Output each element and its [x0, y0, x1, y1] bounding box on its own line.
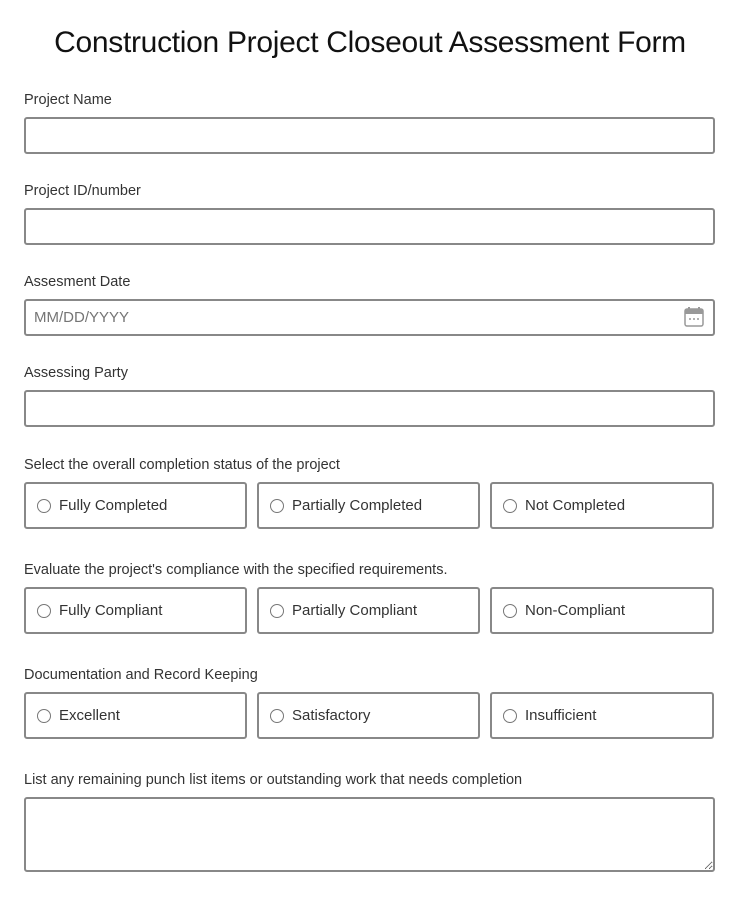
option-label: Fully Completed	[59, 497, 168, 514]
option-label: Non-Compliant	[525, 602, 626, 619]
radio-icon	[37, 709, 51, 723]
documentation-label: Documentation and Record Keeping	[24, 667, 258, 683]
project-id-label: Project ID/number	[24, 183, 141, 199]
option-fully-completed[interactable]	[24, 482, 247, 529]
radio-icon	[270, 709, 284, 723]
radio-icon	[37, 604, 51, 618]
assessing-party-label: Assessing Party	[24, 365, 128, 381]
punch-list-textarea[interactable]	[24, 797, 715, 872]
project-id-input[interactable]	[24, 208, 715, 245]
option-not-completed[interactable]	[490, 482, 714, 529]
option-label: Not Completed	[525, 497, 626, 514]
option-label: Satisfactory	[292, 707, 371, 724]
option-non-compliant[interactable]	[490, 587, 714, 634]
radio-icon	[270, 604, 284, 618]
option-partially-completed[interactable]	[257, 482, 480, 529]
page-title: Construction Project Closeout Assessment Form	[54, 26, 686, 59]
option-label: Fully Compliant	[59, 602, 163, 619]
option-partially-compliant[interactable]	[257, 587, 480, 634]
assessment-date-input[interactable]	[24, 299, 715, 336]
radio-icon	[37, 499, 51, 513]
option-fully-compliant[interactable]	[24, 587, 247, 634]
project-name-label: Project Name	[24, 92, 112, 108]
assessment-date-label: Assesment Date	[24, 274, 131, 290]
radio-icon	[503, 604, 517, 618]
option-insufficient[interactable]	[490, 692, 714, 739]
radio-icon	[270, 499, 284, 513]
punch-list-label: List any remaining punch list items or outstanding work that needs completion	[24, 772, 523, 788]
option-label: Partially Compliant	[292, 602, 418, 619]
option-label: Excellent	[59, 707, 120, 724]
calendar-icon[interactable]	[684, 306, 704, 327]
project-name-input[interactable]	[24, 117, 715, 154]
radio-icon	[503, 499, 517, 513]
assessing-party-input[interactable]	[24, 390, 715, 427]
completion-status-label: Select the overall completion status of the project	[24, 457, 340, 473]
option-label: Insufficient	[525, 707, 597, 724]
option-label: Partially Completed	[292, 497, 423, 514]
option-excellent[interactable]	[24, 692, 247, 739]
radio-icon	[503, 709, 517, 723]
compliance-label: Evaluate the project's compliance with the specified requirements.	[24, 562, 448, 578]
option-satisfactory[interactable]	[257, 692, 480, 739]
